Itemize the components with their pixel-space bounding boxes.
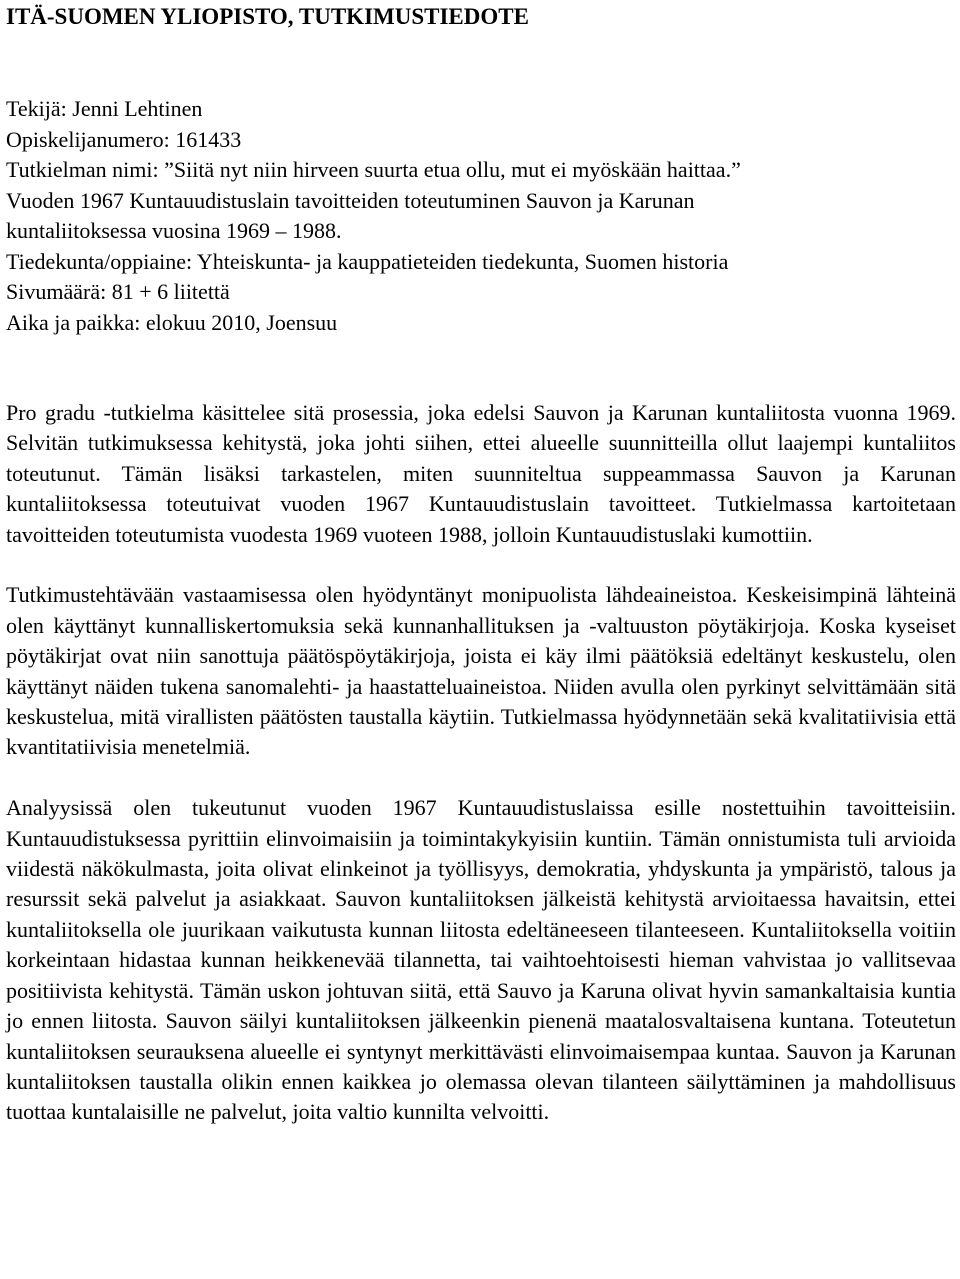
- thesis-title-line-1: Tutkielman nimi: ”Siitä nyt niin hirveen suurta etua ollu, mut ei myöskään haittaa.”: [6, 157, 741, 182]
- student-number-line: Opiskelijanumero: 161433: [6, 126, 242, 152]
- abstract-paragraph: Pro gradu -tutkielma käsittelee sitä prosessia, joka edelsi Sauvon ja Karunan kuntaliitosta vuonna 1969. Selvitän tutkimuksessa kehitystä, joka johti siihen, ettei alueelle suunnitteilla ollut laajempi kuntaliitos toteutunut. Tämän lisäksi tarkastelen, miten suunniteltua suppeammassa Sauvon ja Karunan kuntaliitoksessa toteutuivat vuoden 1967 Kuntauudistuslain tavoitteet. Tutkielmassa kartoitetaan tavoitteiden toteutumista vuodesta 1969 vuoteen 1988, jolloin Kuntauudistuslaki kumottiin.: [6, 400, 956, 547]
- metadata-block: [6, 94, 956, 338]
- time-place-line: Aika ja paikka: elokuu 2010, Joensuu: [6, 309, 338, 335]
- thesis-title-line-2: Vuoden 1967 Kuntauudistuslain tavoitteiden toteutuminen Sauvon ja Karunan: [6, 187, 695, 213]
- abstract-body: [6, 398, 956, 1158]
- faculty-line: Tiedekunta/oppiaine: Yhteiskunta- ja kauppatieteiden tiedekunta, Suomen historia: [6, 248, 729, 274]
- page-count-line: Sivumäärä: 81 + 6 liitettä: [6, 279, 230, 304]
- abstract-paragraph: Tutkimustehtävään vastaamisessa olen hyödyntänyt monipuolista lähdeaineistoa. Keskeisimpinä lähteinä olen käyttänyt kunnalliskertomuksia sekä kunnanhallituksen ja -valtuuston pöytäkirjoja. Koska kyseiset pöytäkirjat ovat niin sanottuja päätöspöytäkirjoja, joista ei käy ilmi päätöksiä edeltänyt keskustelu, olen käyttänyt näiden tukena sanomalehti- ja haastatteluaineistoa. Niiden avulla olen pyrkinyt selvittämään sitä keskustelua, mitä virallisten päätösten taustalla käytiin. Tutkielmassa hyödynnetään sekä kvalitatiivisia että kvantitatiivisia menetelmiä.: [6, 582, 956, 760]
- abstract-paragraph: Analyysissä olen tukeutunut vuoden 1967 Kuntauudistuslaissa esille nostettuihin tavoitteisiin. Kuntauudistuksessa pyrittiin elinvoimaisiin ja toimintakykyisiin kuntiin. Tämän onnistumista tuli arvioida viidestä näkökulmasta, joita olivat elinkeinot ja työllisyys, demokratia, yhdyskunta ja ympäristö, talous ja resurssit sekä palvelut ja asiakkaat. Sauvon kuntaliitoksen jälkeistä kehitystä arvioitaessa havaitsin, ettei kuntaliitoksella ole juurikaan vaikutusta kunnan liitosta edeltäneeseen tilanteeseen. Kuntaliitoksella voitiin korkeintaan hidastaa kunnan heikkenevää tilannetta, tai vaihtoehtoisesti hieman vahvistaa jo vallitsevaa positiivista kehitystä. Tämän uskon johtuvan siitä, että Sauvo ja Karuna olivat hyvin samankaltaisia kuntia jo ennen liitosta. Sauvon säilyi kuntaliitoksen jälkeenkin pienenä maatalosvaltaisena kuntana. Toteutetun kuntaliitoksen seurauksena alueelle ei syntynyt merkittävästi elinvoimaisempaa kuntaa. Sauvon ja Karunan kuntaliitoksen taustalla olikin ennen kaikkea jo olemassa olevan tilanteen säilyttäminen ja mahdollisuus tuottaa kuntalaisille ne palvelut, joita valtio kunnilta velvoitti.: [6, 795, 956, 1125]
- thesis-title-line-3: kuntaliitoksessa vuosina 1969 – 1988.: [6, 218, 342, 243]
- author-line: Tekijä: Jenni Lehtinen: [6, 96, 203, 121]
- document-title: ITÄ-SUOMEN YLIOPISTO, TUTKIMUSTIEDOTE: [6, 4, 529, 29]
